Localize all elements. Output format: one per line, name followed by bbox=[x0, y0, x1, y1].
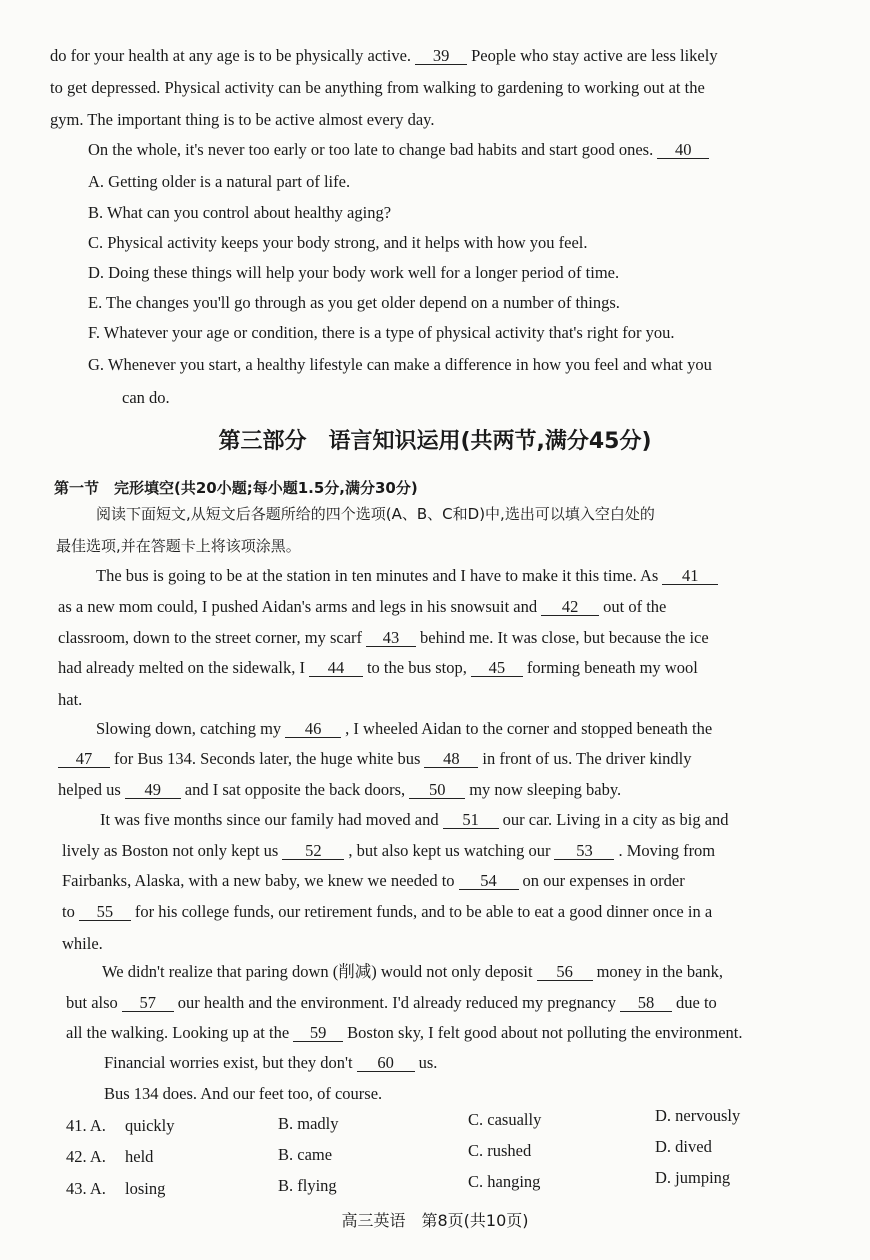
option-c: C. Physical activity keeps your body strong, and it helps with how you feel. bbox=[88, 233, 588, 252]
blank-53: 53 bbox=[554, 842, 614, 860]
blank-41: 41 bbox=[662, 567, 718, 585]
blank-49: 49 bbox=[125, 781, 181, 799]
option-b: B. What can you control about healthy aging? bbox=[88, 203, 392, 222]
passage-line: On the whole, it's never too early or too late to change bad habits and start good ones. 40 bbox=[88, 140, 836, 160]
blank-54: 54 bbox=[459, 872, 519, 890]
blank-50: 50 bbox=[409, 781, 465, 799]
instruction: 最佳选项,并在答题卡上将该项涂黑。 bbox=[56, 537, 301, 555]
blank-48: 48 bbox=[424, 750, 478, 768]
cloze-line: Fairbanks, Alaska, with a new baby, we knew we needed to 54 on our expenses in order bbox=[62, 871, 685, 890]
cloze-line: We didn't realize that paring down (削减) would not only deposit 56 money in the bank, bbox=[102, 962, 724, 981]
blank-59: 59 bbox=[293, 1024, 343, 1042]
blank-39: 39 bbox=[415, 47, 467, 65]
blank-51: 51 bbox=[443, 811, 499, 829]
blank-42: 42 bbox=[541, 598, 599, 616]
cloze-line: classroom, down to the street corner, my scarf 43 behind me. It was close, but because the ice bbox=[58, 628, 709, 647]
cloze-line: as a new mom could, I pushed Aidan's arms and legs in his snowsuit and 42 out of the bbox=[58, 597, 667, 616]
cloze-line: The bus is going to be at the station in ten minutes and I have to make it this time. As 41 bbox=[96, 566, 836, 586]
cloze-line: Financial worries exist, but they don't 60 us. bbox=[104, 1053, 438, 1072]
cloze-line: all the walking. Looking up at the 59 Boston sky, I felt good about not polluting the environment. bbox=[66, 1023, 743, 1042]
blank-47: 47 bbox=[58, 750, 110, 768]
blank-58: 58 bbox=[620, 994, 672, 1012]
blank-52: 52 bbox=[282, 842, 344, 860]
blank-43: 43 bbox=[366, 629, 416, 647]
page-footer: 高三英语 第8页(共10页) bbox=[341, 1211, 529, 1230]
option-d: D. Doing these things will help your body work well for a longer period of time. bbox=[88, 263, 620, 282]
part3-title: 第三部分 语言知识运用(共两节,满分45分) bbox=[218, 429, 652, 454]
blank-56: 56 bbox=[537, 963, 593, 981]
cloze-line: Slowing down, catching my 46 , I wheeled Aidan to the corner and stopped beneath the bbox=[96, 719, 713, 738]
blank-55: 55 bbox=[79, 903, 131, 921]
cloze-line: helped us 49 and I sat opposite the back doors, 50 my now sleeping baby. bbox=[58, 780, 622, 799]
passage-line: to get depressed. Physical activity can be anything from walking to gardening to working out at the bbox=[50, 78, 705, 97]
blank-44: 44 bbox=[309, 659, 363, 677]
cloze-line: hat. bbox=[58, 690, 83, 709]
option-g-cont: can do. bbox=[122, 388, 170, 407]
option-e: E. The changes you'll go through as you get older depend on a number of things. bbox=[88, 293, 620, 312]
cloze-line: had already melted on the sidewalk, I 44 to the bus stop, 45 forming beneath my wool bbox=[58, 658, 698, 677]
passage-line: do for your health at any age is to be physically active. 39 People who stay active are less likely bbox=[50, 46, 718, 65]
blank-46: 46 bbox=[285, 720, 341, 738]
exam-page: do for your health at any age is to be physically active. 39 People who stay active are less likely to get depressed. Physical activity can be anything from walking to gardening to working out at the gym. The important thing is to be active almost every day. On the whole, it's never too early or too late to change bad habits and start good ones. 40 A. Getting older is a natural part of life. B. What can you control about healthy aging? C. Physical activity keeps your body strong, and it helps with how you feel. D. Doing these things will help your body work well for a longer period of time. E. The changes you'll go through as you get older depend on a number of things. F. Whatever your age or condition, there is a type of physical activity that's right for you. G. Whenever you start, a healthy lifestyle can make a difference in how you feel and what you can do. 第三部分 语言知识运用(共两节,满分45分) 第一节 完形填空(共20小题;每小题1.5分,满分30分) 阅读下面短文,从短文后各题所给的四个选项(A、B、C和D)中,选出可以填入空白处的 最佳选项,并在答题卡上将该项涂黑。 The bus is going to be at the station in ten minutes and I have to make it this time. As 41 as a new mom could, I pushed Aidan's arms and legs in his snowsuit and 42 out of the classroom, down to the street corner, my scarf 43 behind me. It was close, but because the ice had already melted on the sidewalk, I 44 to the bus stop, 45 forming beneath my wool hat. Slowing down, catching my 46 , I wheeled Aidan to the corner and stopped beneath the 47 for Bus 134. Seconds later, the huge white bus 48 in front of us. The driver kindly helped us 49 and I sat opposite the back doors, 50 my now sleeping baby. It was five months since our family had moved and 51 our car. Living in a city as big and lively as Boston not only kept us 52 , but also kept us watching our 53 . Moving from Fairbanks, Alaska, with a new baby, we knew we needed to 54 on our expenses in order to 55 for his college funds, our retirement funds, and to be able to eat a good dinner once in a while. We didn't realize that paring down (削减) would not only deposit 56 money in the bank, but also 57 our health and the environment. I'd already reduced my pregnancy 58 due to all the walking. Looking up at the 59 Boston sky, I felt good about not polluting the environment. Financial worries exist, but they don't 60 us. Bus 134 does. And our feet too, of course. 41. A. quickly B. madly C. casually D. nervously 42. A. held B. came C. rushed D. dived 43. A. losing B. flying C. hanging D. jumping 高三英语 第8页(共10页) bbox=[0, 0, 870, 1260]
blank-57: 57 bbox=[122, 994, 174, 1012]
cloze-line: It was five months since our family had moved and 51 our car. Living in a city as big and bbox=[100, 810, 729, 829]
option-g: G. Whenever you start, a healthy lifestyle can make a difference in how you feel and what you bbox=[88, 355, 712, 374]
blank-60: 60 bbox=[357, 1054, 415, 1072]
option-a: A. Getting older is a natural part of life. bbox=[88, 172, 351, 191]
cloze-line: but also 57 our health and the environment. I'd already reduced my pregnancy 58 due to bbox=[66, 993, 717, 1012]
option-f: F. Whatever your age or condition, there is a type of physical activity that's right for you. bbox=[88, 323, 675, 342]
cloze-line: lively as Boston not only kept us 52 , but also kept us watching our 53 . Moving from bbox=[62, 841, 716, 860]
cloze-line: 47 for Bus 134. Seconds later, the huge white bus 48 in front of us. The driver kindly bbox=[58, 749, 836, 769]
blank-40: 40 bbox=[657, 141, 709, 159]
cloze-line: to 55 for his college funds, our retirement funds, and to be able to eat a good dinner once in a bbox=[62, 902, 713, 921]
blank-45: 45 bbox=[471, 659, 523, 677]
cloze-line: while. bbox=[62, 934, 103, 953]
passage-line: gym. The important thing is to be active almost every day. bbox=[50, 110, 435, 129]
cloze-line: Bus 134 does. And our feet too, of course. bbox=[104, 1084, 383, 1103]
instruction: 阅读下面短文,从短文后各题所给的四个选项(A、B、C和D)中,选出可以填入空白处的 bbox=[96, 505, 655, 523]
section-label: 第一节 完形填空(共20小题;每小题1.5分,满分30分) bbox=[54, 479, 418, 497]
